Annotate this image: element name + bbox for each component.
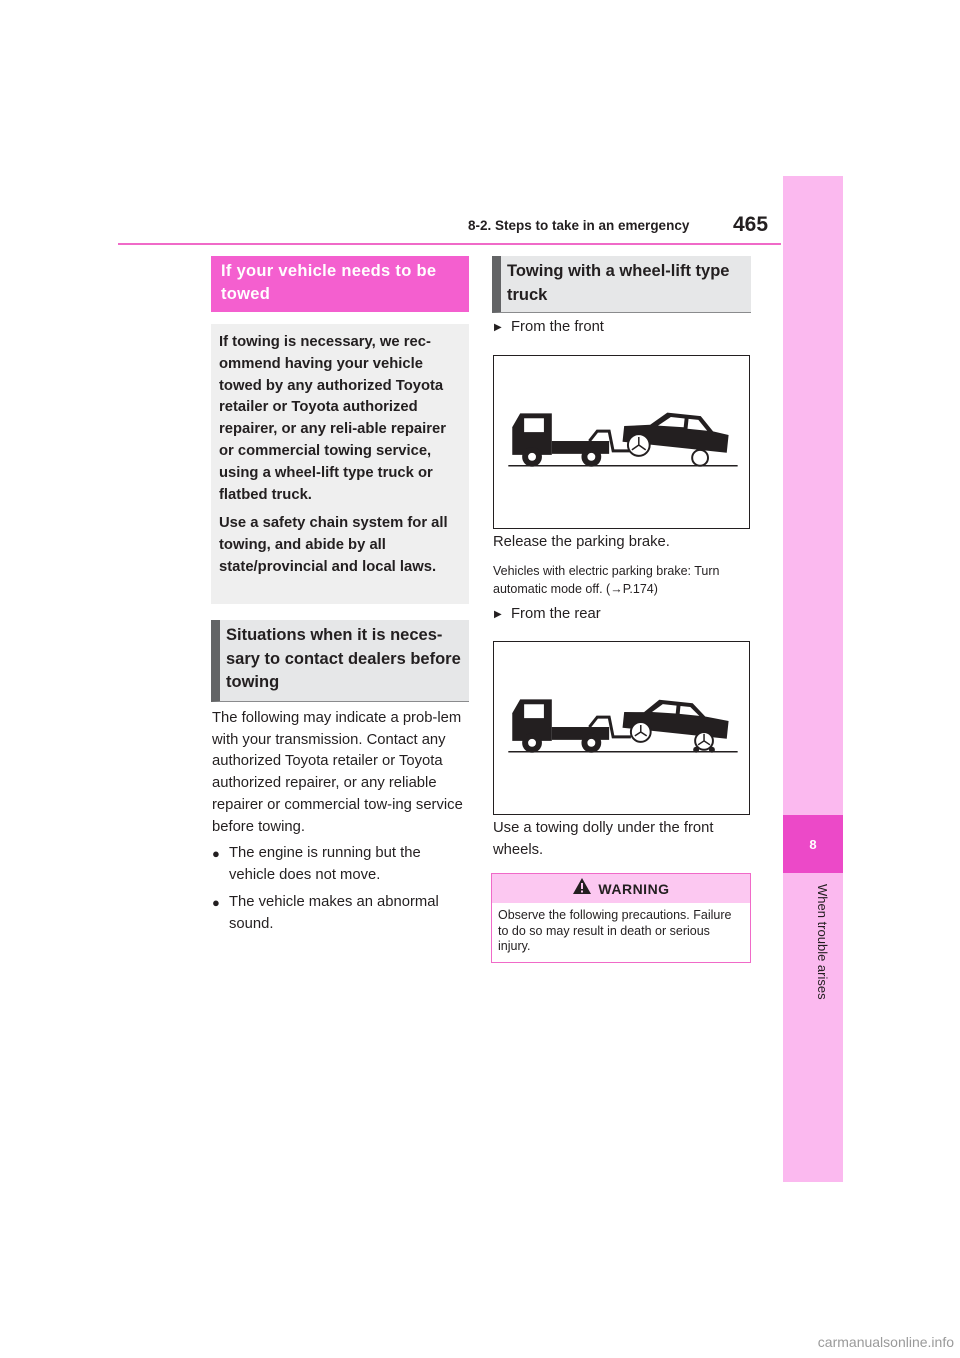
safety-chain-paragraph: Use a safety chain system for all towing, and abide by all state/provincial and local laws.	[219, 515, 448, 575]
bullet-text: The engine is running but the vehicle does not move.	[229, 845, 421, 883]
list-item	[212, 843, 468, 886]
wheel-lift-heading: Towing with a wheel-lift type truck	[492, 256, 751, 313]
arrow-right-icon: ▶	[494, 321, 502, 333]
warning-text: Observe the following precautions. Failure to do so may result in death or serious injury.	[498, 908, 732, 953]
bullet-icon: ●	[212, 895, 220, 910]
bullet-icon: ●	[212, 846, 220, 861]
from-rear-label	[494, 606, 601, 622]
contact-dealers-heading: Situations when it is neces-sary to contact dealers before towing	[211, 620, 469, 702]
release-brake-text: Release the parking brake.	[493, 534, 670, 550]
chapter-label: When trouble arises	[815, 884, 830, 1000]
warning-box	[491, 873, 751, 963]
watermark-text: carmanualsonline.info	[817, 1334, 954, 1350]
list-item	[212, 892, 468, 935]
transmission-intro-text: The following may indicate a prob-lem with your transmission. Contact any authorized Toyota retailer or Toyota authorized repairer, or any reliable repairer or commercial tow-ing service before towing.	[212, 710, 463, 835]
bullet-text: The vehicle makes an abnormal sound.	[229, 894, 439, 932]
tow-from-front-illustration	[493, 355, 750, 529]
towing-main-heading: If your vehicle needs to be towed	[211, 256, 469, 312]
page-number: 465	[733, 213, 769, 236]
tow-truck-front-drawing	[494, 356, 749, 528]
arrow-right-icon: ▶	[494, 608, 502, 620]
warning-triangle-icon	[572, 877, 592, 901]
tow-truck-rear-drawing	[494, 642, 749, 814]
from-front-label	[494, 319, 604, 335]
warning-header	[492, 874, 750, 903]
electric-brake-note: Vehicles with electric parking brake: Turn automatic mode off. (→P.174)	[493, 564, 720, 596]
running-header: 8-2. Steps to take in an emergency	[468, 218, 690, 233]
from-front-text: From the front	[511, 319, 604, 335]
recommendation-paragraph: If towing is necessary, we rec-ommend having your vehicle towed by any authorized Toyota retailer or Toyota authorized repairer, or any reli-able repairer or commercial towing service, using a wheel-lift type truck or flatbed truck.	[219, 334, 447, 503]
towing-dolly-text: Use a towing dolly under the front wheels.	[493, 820, 714, 858]
warning-title: WARNING	[598, 880, 670, 897]
chapter-number-tab: 8	[783, 815, 843, 873]
chapter-side-tab	[783, 176, 843, 1182]
towing-recommendation-box	[211, 324, 469, 604]
from-rear-text: From the rear	[511, 606, 601, 622]
header-rule	[118, 243, 781, 245]
tow-from-rear-illustration	[493, 641, 750, 815]
